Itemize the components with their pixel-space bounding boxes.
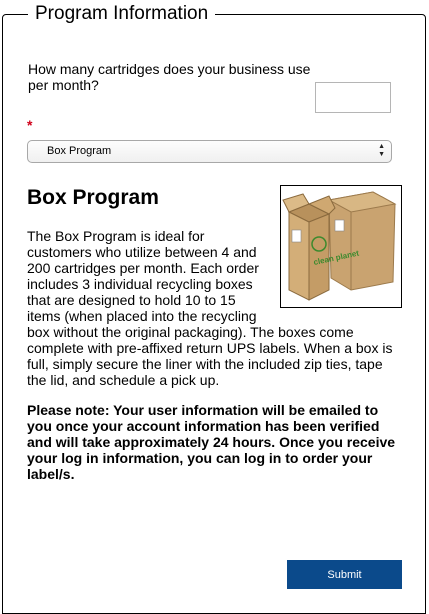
program-select-value: Box Program <box>47 145 112 157</box>
cartridge-question-label: How many cartridges does your business use per month? <box>28 61 311 93</box>
description-line: full, simply secure the liner with the included zip ties, tape <box>27 356 383 372</box>
description-line: customers who utilize between 4 and <box>27 244 257 260</box>
submit-button[interactable]: Submit <box>287 560 402 589</box>
box-logo-text: clean planet <box>312 248 360 267</box>
description-line: items (when placed into the recycling <box>27 308 257 324</box>
fieldset-legend: Program Information <box>28 2 215 26</box>
description-line: complete with pre-affixed return UPS labels. When a box is <box>27 340 393 356</box>
program-select[interactable] <box>27 140 392 163</box>
description-line: box without the original packaging). The boxes come <box>27 324 354 340</box>
account-note: Please note: Your user information will be emailed to you once your account information has been verified and will take approximately 24 hours. Once you receive your log in information, you can log in to order your label/s. <box>27 402 396 482</box>
required-marker: * <box>27 117 33 133</box>
description-line: includes 3 individual recycling boxes <box>27 276 253 292</box>
description-line: The Box Program is ideal for <box>27 228 205 244</box>
cartridge-quantity-input[interactable] <box>315 82 391 113</box>
description-line: 200 cartridges per month. Each order <box>27 260 259 276</box>
description-line: the lid, and schedule a pick up. <box>27 372 220 388</box>
up-down-arrows-icon: ▲ ▼ <box>378 143 385 158</box>
program-title: Box Program <box>27 186 159 209</box>
program-description <box>27 228 399 388</box>
description-line: that are designed to hold 10 to 15 <box>27 292 236 308</box>
